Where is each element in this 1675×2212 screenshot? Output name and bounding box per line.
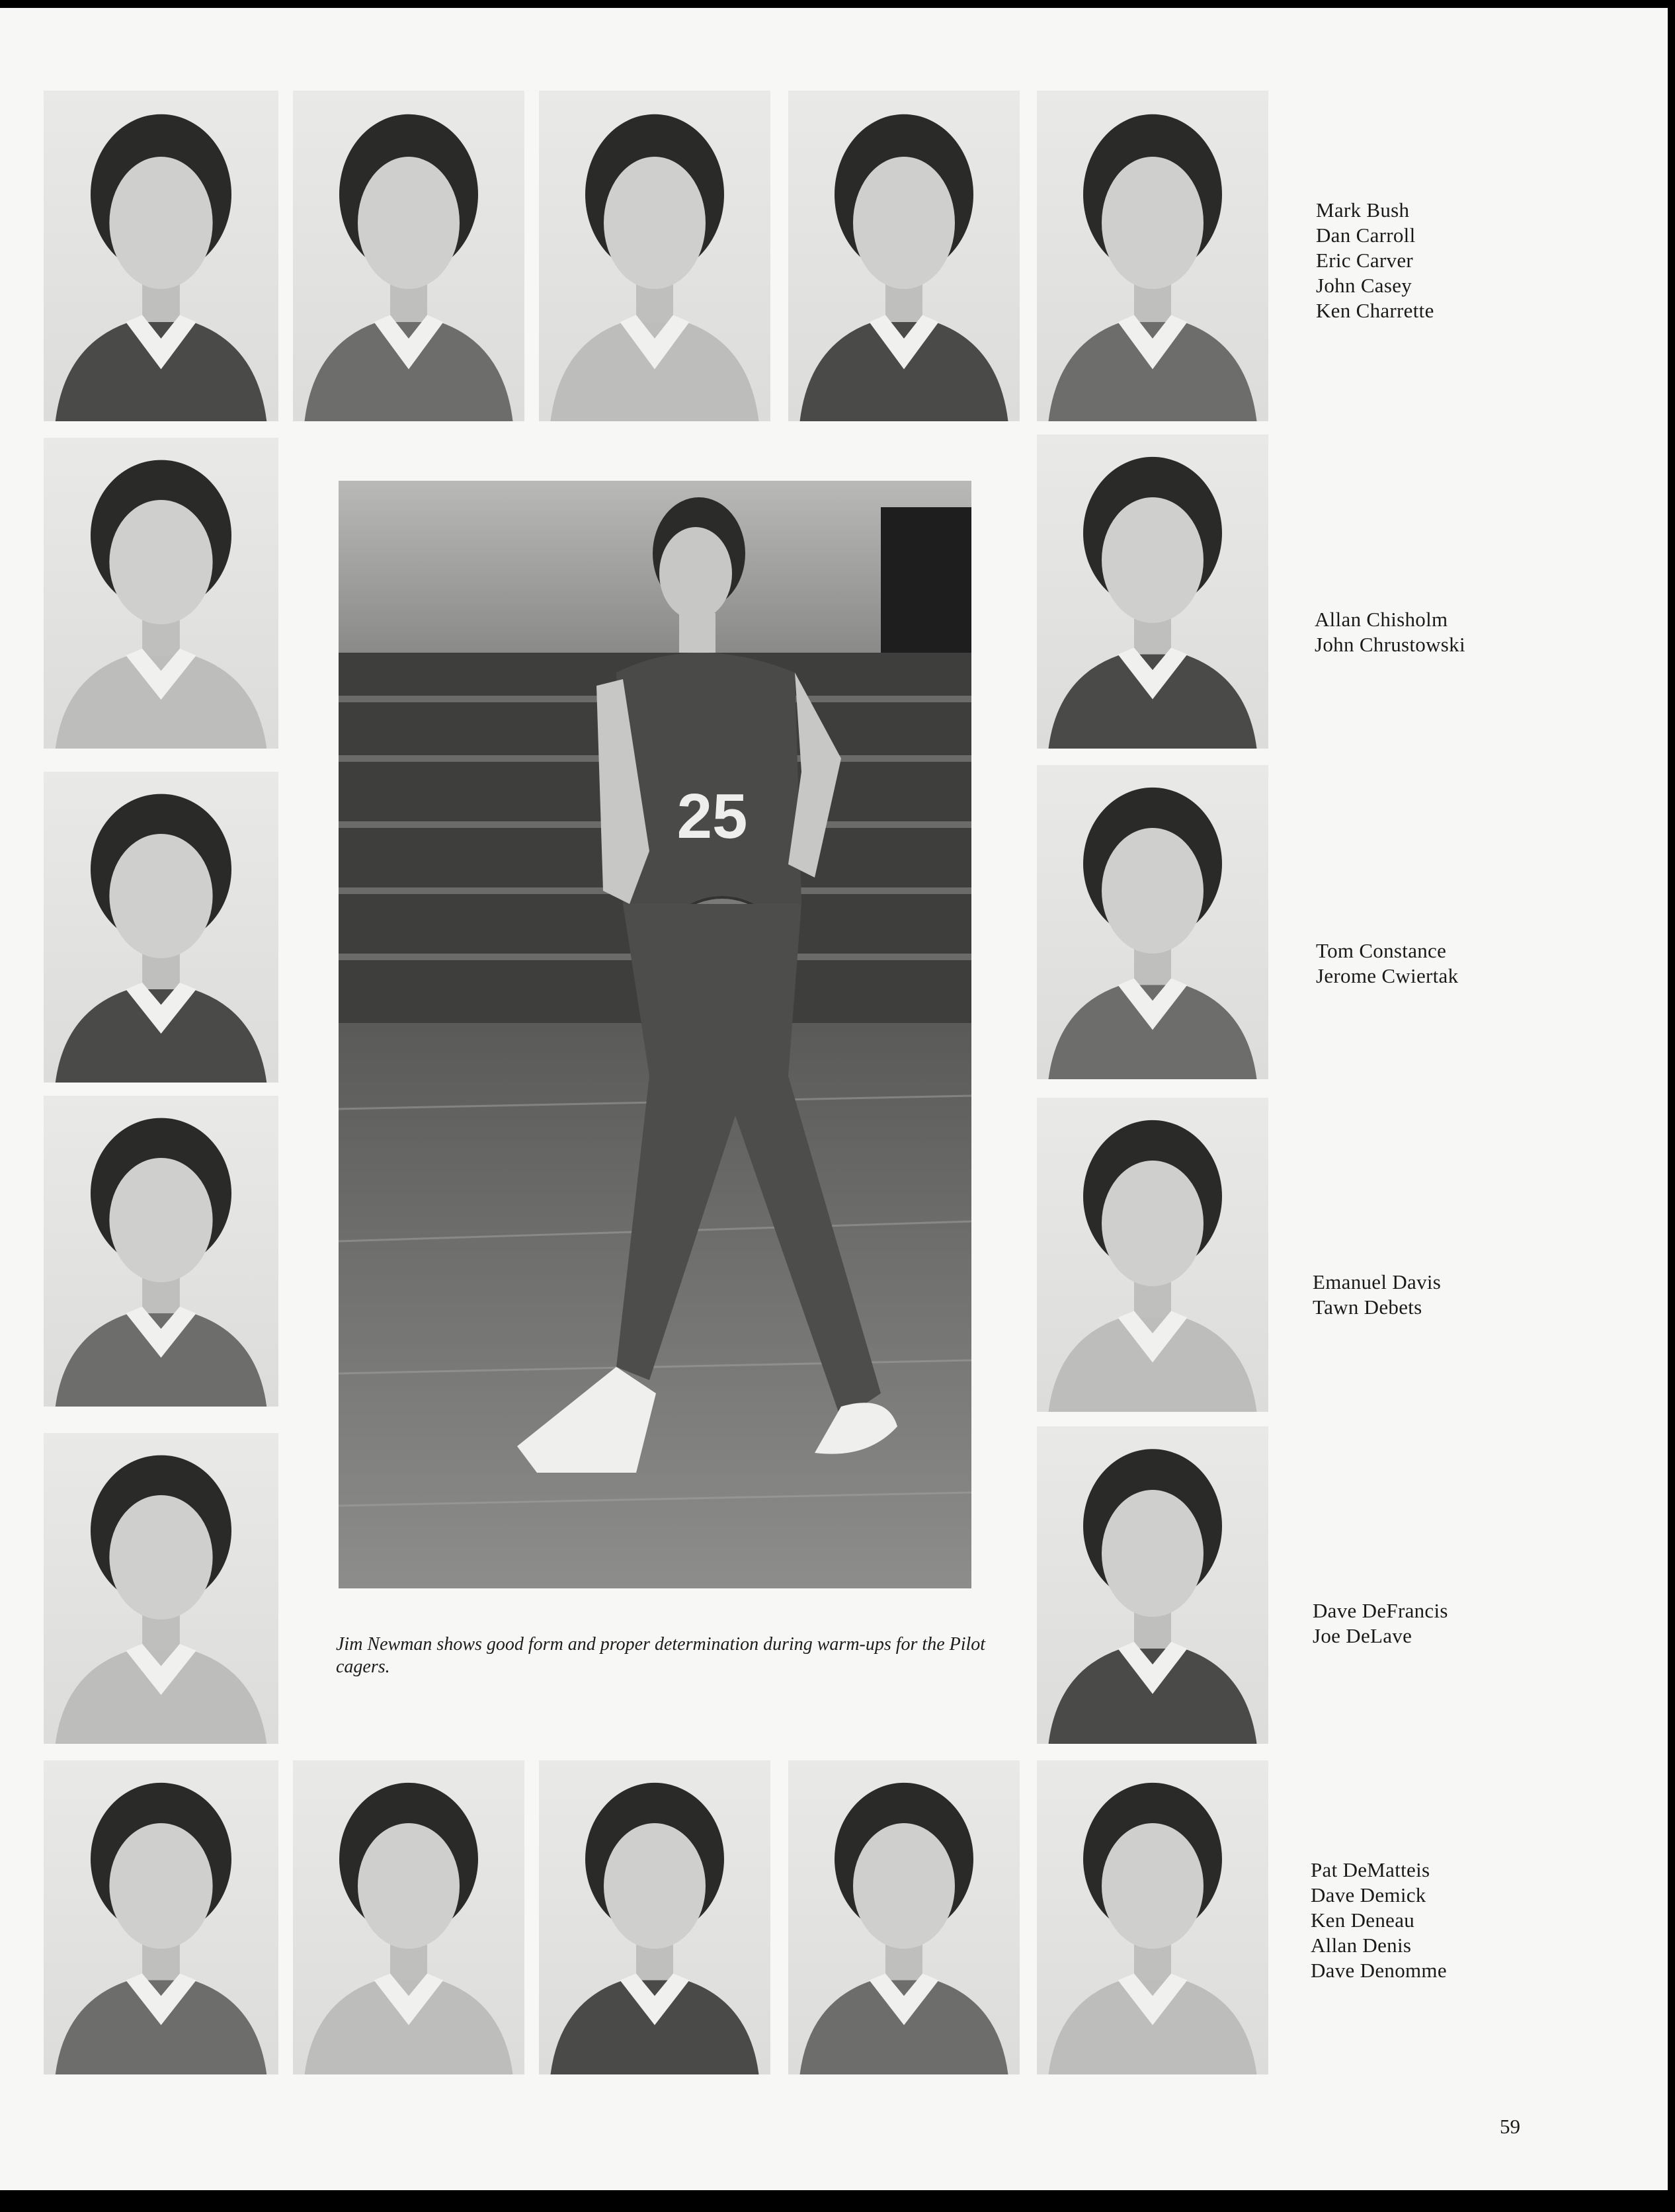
- student-portrait-icon: [44, 1096, 278, 1407]
- portrait-photo: [44, 438, 278, 749]
- portrait-photo: [44, 1096, 278, 1407]
- student-portrait-icon: [1037, 1760, 1268, 2074]
- portrait-photo: [44, 1760, 278, 2074]
- student-portrait-icon: [44, 1760, 278, 2074]
- portrait-photo: [1037, 91, 1268, 421]
- student-name: Allan Chisholm: [1315, 608, 1448, 631]
- portrait-photo: [539, 91, 770, 421]
- student-name: Joe DeLave: [1313, 1624, 1412, 1647]
- jersey-number: 25: [676, 781, 748, 852]
- student-portrait-icon: [1037, 765, 1268, 1079]
- portrait-photo: [44, 91, 278, 421]
- student-name: Ken Charrette: [1316, 299, 1434, 322]
- page-number: 59: [1500, 2115, 1520, 2138]
- name-list: [1316, 938, 1458, 989]
- portrait-photo: [788, 1760, 1020, 2074]
- portrait-photo: [44, 772, 278, 1083]
- student-portrait-icon: [44, 1433, 278, 1744]
- student-portrait-icon: [293, 1760, 524, 2074]
- student-portrait-icon: [539, 1760, 770, 2074]
- portrait-photo: [1037, 1760, 1268, 2074]
- portrait-photo: [1037, 434, 1268, 749]
- student-portrait-icon: [788, 1760, 1020, 2074]
- student-portrait-icon: [44, 772, 278, 1083]
- student-portrait-icon: [293, 91, 524, 421]
- basketball-action-photo: [339, 481, 971, 1588]
- student-portrait-icon: [539, 91, 770, 421]
- student-portrait-icon: [44, 438, 278, 749]
- student-name: Emanuel Davis: [1313, 1270, 1442, 1293]
- name-list: [1311, 1858, 1447, 1983]
- student-portrait-icon: [1037, 91, 1268, 421]
- portrait-photo: [1037, 765, 1268, 1079]
- portrait-photo: [788, 91, 1020, 421]
- student-name: Pat DeMatteis: [1311, 1858, 1430, 1881]
- name-list: [1313, 1270, 1441, 1320]
- student-name: Allan Denis: [1311, 1934, 1412, 1957]
- student-portrait-icon: [1037, 1426, 1268, 1744]
- student-portrait-icon: [44, 91, 278, 421]
- student-portrait-icon: [1037, 1098, 1268, 1412]
- student-name: John Casey: [1316, 274, 1412, 297]
- portrait-photo: [1037, 1426, 1268, 1744]
- portrait-photo: [539, 1760, 770, 2074]
- student-name: Tawn Debets: [1313, 1295, 1422, 1319]
- student-name: Dave Demick: [1311, 1883, 1426, 1906]
- name-list: [1315, 607, 1465, 657]
- student-name: Jerome Cwiertak: [1316, 964, 1459, 987]
- student-portrait-icon: [1037, 434, 1268, 749]
- name-list: [1316, 198, 1434, 323]
- name-list: [1313, 1598, 1448, 1649]
- student-name: Mark Bush: [1316, 198, 1410, 222]
- portrait-photo: [293, 1760, 524, 2074]
- portrait-photo: [44, 1433, 278, 1744]
- photo-caption: Jim Newman shows good form and proper determination during warm-ups for the Pilot cagers.: [336, 1634, 986, 1677]
- student-name: Tom Constance: [1316, 939, 1447, 962]
- student-name: John Chrustowski: [1315, 633, 1465, 656]
- student-name: Dave Denomme: [1311, 1959, 1447, 1982]
- yearbook-page: [0, 8, 1668, 2190]
- student-portrait-icon: [788, 91, 1020, 421]
- portrait-photo: [293, 91, 524, 421]
- student-name: Dave DeFrancis: [1313, 1599, 1448, 1622]
- student-name: Ken Deneau: [1311, 1908, 1415, 1932]
- student-name: Eric Carver: [1316, 249, 1414, 272]
- portrait-photo: [1037, 1098, 1268, 1412]
- student-name: Dan Carroll: [1316, 224, 1416, 247]
